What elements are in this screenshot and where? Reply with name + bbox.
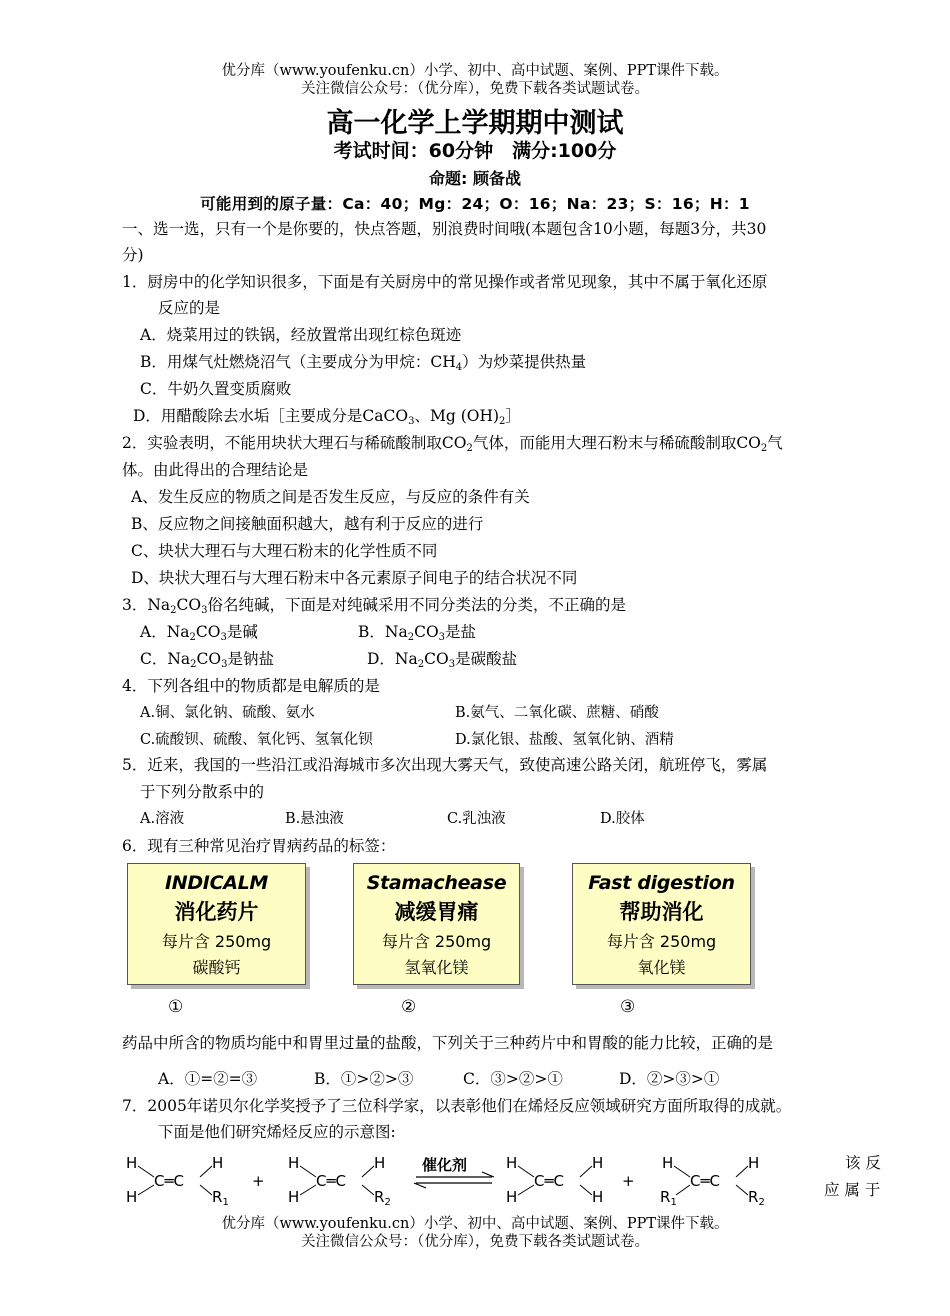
q3-option-d: D．$Na_2CO_3$是碳酸盐 (367, 650, 518, 670)
molecule-1 (126, 1154, 229, 1208)
q1-stem-line2: 反应的是 (158, 299, 221, 317)
q5-option-b: B.悬浊液 (285, 811, 344, 827)
q2-option-a: A、发生反应的物质之间是否发生反应，与反应的条件有关 (131, 488, 530, 506)
q6-question: 药品中所含的物质均能中和胃里过量的盐酸，下列关于三种药片中和胃酸的能力比较，正确的是 (122, 1034, 774, 1052)
medicine-label-1-ingredient: 碳酸钙 (192, 958, 241, 977)
exam-time-info: 考试时间：60分钟 满分:100分 (333, 140, 617, 162)
medicine-label-3 (572, 863, 751, 985)
medicine-label-3-dose: 每片含 250mg (606, 932, 717, 951)
medicine-label-2-dose: 每片含 250mg (381, 932, 492, 951)
medicine-label-2-mark: ② (401, 997, 417, 1017)
q4-option-a: A.铜、氯化钠、硫酸、氨水 (140, 705, 315, 721)
q3-stem: 3．$Na_2CO_3$俗名纯碱，下面是对纯碱采用不同分类法的分类，不正确的是 (122, 596, 627, 616)
q4-option-b: B.氨气、二氧化碳、蔗糖、硝酸 (455, 705, 659, 721)
footer-line-2: 关注微信公众号：（优分库），免费下载各类试题试卷。 (301, 1234, 649, 1250)
q5-stem-line1: 5．近来，我国的一些沿江或沿海城市多次出现大雾天气，致使高速公路关闭，航班停飞，雾属 (122, 756, 768, 774)
exam-author: 命题: 顾备战 (429, 169, 521, 188)
q2-stem-line2: 体。由此得出的合理结论是 (122, 461, 309, 479)
q3-option-c: C．$Na_2CO_3$是钠盐 (140, 650, 275, 670)
q7-stem-line1: 7．2005年诺贝尔化学奖授予了三位科学家，以表彰他们在烯烃反应领域研究方面所取得的成就。 (122, 1097, 792, 1115)
group-r2: $R_2$ (374, 1188, 391, 1208)
medicine-label-2-ingredient: 氢氧化镁 (404, 958, 469, 977)
q1-option-b: B．用煤气灶燃烧沼气（主要成分为甲烷：$CH_4$）为炒菜提供热量 (140, 353, 587, 373)
atom-h: H (126, 1154, 138, 1172)
catalyst-label: 催化剂 (422, 1156, 468, 1174)
q3-option-b: B．$Na_2CO_3$是盐 (358, 623, 477, 643)
q4-option-d: D.氯化银、盐酸、氢氧化钠、酒精 (455, 732, 674, 748)
plus-sign: + (622, 1172, 635, 1190)
section1-intro-line2: 分) (122, 246, 144, 264)
q1-option-a: A．烧菜用过的铁锅，经放置常出现红棕色斑迹 (140, 326, 462, 344)
medicine-label-2-brand: Stamachease (366, 872, 507, 894)
molecule-2 (288, 1154, 391, 1208)
medicine-label-1-effect: 消化药片 (174, 900, 259, 924)
q3-option-a: A．$Na_2CO_3$是碱 (140, 623, 258, 643)
q1-option-d: D．用醋酸除去水垢［主要成分是CaCO$_3$、Mg $(OH)_2]$ (133, 407, 521, 427)
q5-option-c: C.乳浊液 (447, 811, 506, 827)
medicine-label-1 (127, 863, 306, 985)
header-line-1: 优分库（www.youfenku.cn）小学、初中、高中试题、案例、PPT课件下载。 (221, 63, 729, 79)
atom-h: H (506, 1188, 518, 1206)
atom-h: H (212, 1154, 224, 1172)
q5-option-a: A.溶液 (140, 811, 185, 827)
q6-option-d: D．②>③>① (619, 1070, 720, 1088)
atom-h: H (592, 1188, 604, 1206)
q7-tail-line2: 应 属 于 (824, 1181, 881, 1199)
q1-option-c: C．牛奶久置变质腐败 (140, 380, 292, 398)
atom-h: H (126, 1188, 138, 1206)
atom-h: H (288, 1188, 300, 1206)
medicine-label-3-brand: Fast digestion (588, 872, 735, 894)
double-bond: C═C (534, 1172, 564, 1190)
q2-option-c: C、块状大理石与大理石粉末的化学性质不同 (131, 542, 438, 560)
q6-option-a: A．①=②=③ (158, 1070, 258, 1088)
plus-sign: + (252, 1172, 265, 1190)
atom-h: H (374, 1154, 386, 1172)
q6-option-c: C．③>②>① (463, 1070, 563, 1088)
q5-stem-line2: 于下列分散系中的 (140, 783, 265, 801)
medicine-label-2 (353, 863, 520, 985)
medicine-label-3-mark: ③ (620, 997, 636, 1017)
exam-title: 高一化学上学期期中测试 (326, 108, 624, 139)
q5-option-d: D.胶体 (600, 811, 645, 827)
q6-stem: 6．现有三种常见治疗胃病药品的标签： (122, 837, 396, 855)
atomic-masses: 可能用到的原子量：Ca：40；Mg：24；O：16；Na：23；S：16；H：1 (200, 195, 750, 213)
olefin-metathesis-diagram (124, 1150, 884, 1210)
molecule-3 (506, 1154, 603, 1206)
group-r2: $R_2$ (748, 1188, 765, 1208)
atom-h: H (748, 1154, 760, 1172)
header-line-2: 关注微信公众号：（优分库），免费下载各类试题试卷。 (301, 81, 649, 97)
group-r1: $R_1$ (212, 1188, 229, 1208)
molecule-4 (660, 1154, 765, 1208)
q4-stem: 4．下列各组中的物质都是电解质的是 (122, 677, 380, 695)
medicine-label-3-effect: 帮助消化 (619, 900, 704, 924)
medicine-label-3-ingredient: 氧化镁 (637, 958, 686, 977)
atom-h: H (662, 1154, 674, 1172)
q2-stem-line1: 2．实验表明，不能用块状大理石与稀硫酸制取$CO_2$气体，而能用大理石粉末与稀硫酸制取$CO_2$气 (122, 434, 783, 454)
atom-h: H (288, 1154, 300, 1172)
q1-stem-line1: 1．厨房中的化学知识很多，下面是有关厨房中的常见操作或者常见现象，其中不属于氧化还原 (122, 273, 768, 291)
equilibrium-arrow (414, 1156, 494, 1188)
q7-stem-line2: 下面是他们研究烯烃反应的示意图: (158, 1123, 396, 1141)
group-r1: $R_1$ (660, 1188, 677, 1208)
atom-h: H (592, 1154, 604, 1172)
medicine-label-1-dose: 每片含 250mg (161, 932, 272, 951)
section1-intro-line1: 一、选一选，只有一个是你要的，快点答题，别浪费时间哦(本题包含10小题，每题3分，共30 (122, 220, 767, 238)
medicine-label-2-effect: 减缓胃痛 (394, 900, 479, 924)
medicine-label-1-brand: INDICALM (164, 872, 269, 894)
footer-line-1: 优分库（www.youfenku.cn）小学、初中、高中试题、案例、PPT课件下载。 (221, 1216, 729, 1232)
double-bond: C═C (316, 1172, 346, 1190)
double-bond: C═C (154, 1172, 184, 1190)
q7-tail-line1: 该 反 (845, 1154, 881, 1172)
q6-option-b: B．①>②>③ (314, 1070, 414, 1088)
q2-option-d: D、块状大理石与大理石粉末中各元素原子间电子的结合状况不同 (131, 569, 578, 587)
medicine-label-1-mark: ① (168, 997, 184, 1017)
atom-h: H (506, 1154, 518, 1172)
q4-option-c: C.硫酸钡、硫酸、氧化钙、氢氧化钡 (140, 732, 373, 748)
double-bond: C═C (690, 1172, 720, 1190)
q2-option-b: B、反应物之间接触面积越大，越有利于反应的进行 (131, 515, 484, 533)
